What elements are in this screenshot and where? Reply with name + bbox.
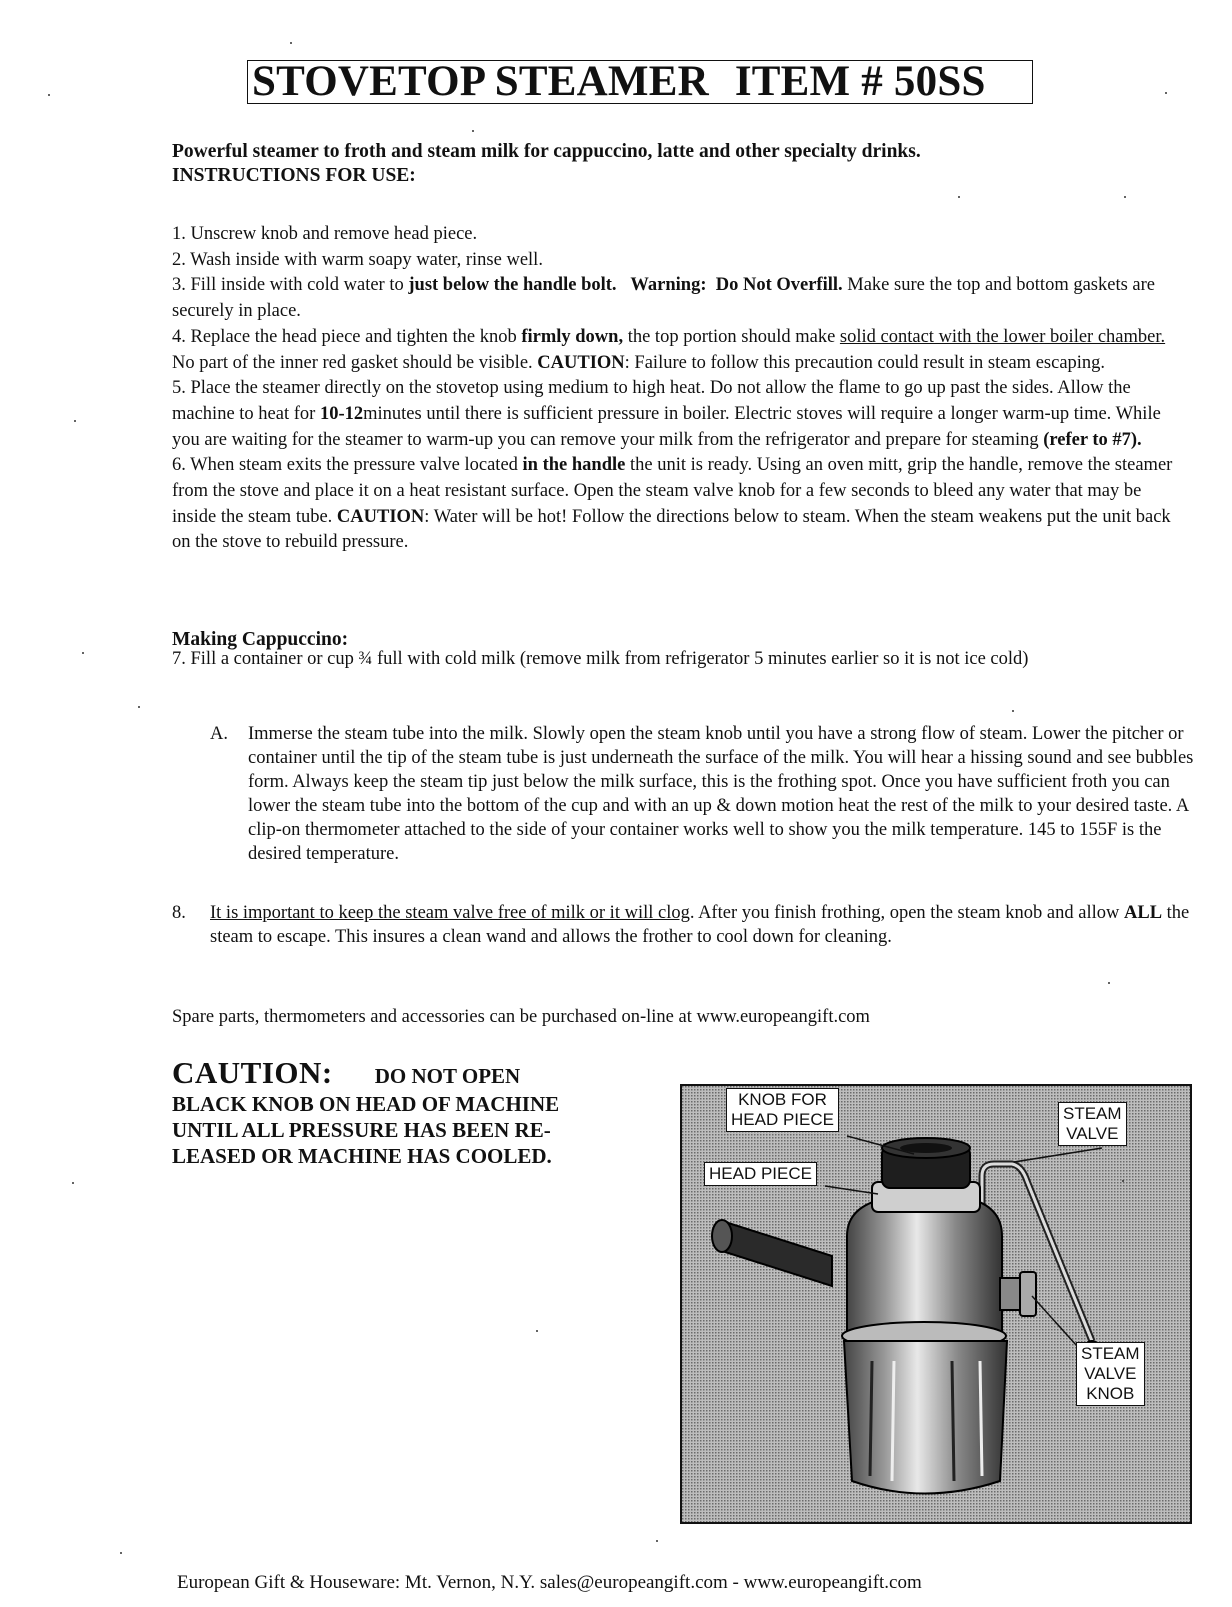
step-8-text: It is important to keep the steam valve free of milk or it will clog. After you finish frothing, open the steam knob and allow ALL the steam to escape. This insures a clean wand and allows the frother to cool down for cleaning.: [210, 903, 1190, 947]
steamer-diagram: [680, 1084, 1192, 1524]
step-8-label: 8.: [172, 903, 186, 923]
upper-chamber-shape: [847, 1198, 1002, 1336]
caution-warning: CAUTION: DO NOT OPEN BLACK KNOB ON HEAD OF MACHINE UNTIL ALL PRESSURE HAS BEEN RE- LEASED OR MACHINE HAS COOLED.: [172, 1055, 642, 1169]
caution-line-4: LEASED OR MACHINE HAS COOLED.: [172, 1144, 552, 1168]
scan-speck: [48, 94, 50, 96]
valve-knob-shape: [1000, 1272, 1036, 1316]
caution-word: CAUTION: [172, 1055, 322, 1090]
scan-speck: [82, 652, 84, 654]
scan-speck: [536, 1330, 538, 1332]
document-title: [247, 60, 1033, 104]
instruction-steps: [172, 222, 1182, 556]
step-7: 7. Fill a container or cup ¾ full with cold milk (remove milk from refrigerator 5 minutes earlier so it is not ice cold): [172, 649, 1029, 669]
step-1: 1. Unscrew knob and remove head piece.: [172, 224, 478, 244]
step-7a-text: Immerse the steam tube into the milk. Slowly open the steam knob until you have a strong flow of steam. Lower the pitcher or container until the tip of the steam tube is just underneath the surface of the milk. You will hear a hissing sound and see bubbles form. Always keep the steam tip just below the milk surface, this is the frothing spot. Once you have sufficient froth you can lower the steam tube into the bottom of the cup and with an up & down motion heat the rest of the milk to your desired taste. A clip-on thermometer attached to the side of your container works well to show you the milk temperature. 145 to 155F is the desired temperature.: [248, 724, 1194, 864]
instructions-heading: INSTRUCTIONS FOR USE:: [172, 165, 416, 186]
callout-steam-valve-knob: STEAM VALVE KNOB: [1076, 1342, 1145, 1406]
title-product: STOVETOP STEAMER: [252, 58, 709, 105]
scan-speck: [1012, 710, 1014, 712]
spare-parts-note: Spare parts, thermometers and accessories can be purchased on-line at www.europeangift.com: [172, 1007, 870, 1027]
step-5: 5. Place the steamer directly on the stovetop using medium to high heat. Do not allow the flame to go up past the sides. Allow the machine to heat for 10-12minutes until there is sufficient pressure in boiler. Electric stoves will require a longer warm-up time. While you are waiting for the steamer to warm-up you can remove your milk from the refrigerator and prepare for steaming (refer to #7).: [172, 378, 1161, 450]
step-6: 6. When steam exits the pressure valve located in the handle the unit is ready. Using an oven mitt, grip the handle, remove the steamer from the stove and place it on a heat resistant surface. Open the steam valve knob for a few seconds to bleed any water that may be inside the steam tube. CAUTION: Water will be hot! Follow the directions below to steam. When the steam weakens put the unit back on the stove to rebuild pressure.: [172, 455, 1173, 553]
scan-speck: [1108, 982, 1110, 984]
title-item-number: ITEM # 50SS: [734, 58, 986, 105]
step-7a-label: A.: [210, 724, 228, 744]
scan-speck: [472, 130, 474, 132]
callout-knob-for-head-piece: KNOB FOR HEAD PIECE: [726, 1088, 839, 1132]
step-2: 2. Wash inside with warm soapy water, rinse well.: [172, 249, 543, 270]
steamer-illustration: [682, 1086, 1192, 1524]
caution-line-1: DO NOT OPEN: [374, 1064, 521, 1088]
step-7a: [210, 722, 1195, 866]
step-8: [172, 901, 1192, 949]
caution-line-3: UNTIL ALL PRESSURE HAS BEEN RE-: [172, 1118, 551, 1142]
lower-chamber-shape: [844, 1341, 1007, 1494]
scan-speck: [1165, 92, 1167, 94]
company-footer: European Gift & Houseware: Mt. Vernon, N.Y. sales@europeangift.com - www.europeangift.com: [177, 1572, 922, 1593]
scan-speck: [72, 1182, 74, 1184]
scan-speck: [138, 706, 140, 708]
scan-speck: [290, 42, 292, 44]
scan-speck: [1122, 1180, 1124, 1182]
scan-speck: [1124, 196, 1126, 198]
scan-speck: [656, 1540, 658, 1542]
scan-speck: [74, 420, 76, 422]
callout-head-piece: HEAD PIECE: [704, 1162, 817, 1186]
scan-speck: [120, 1552, 122, 1554]
product-description: Powerful steamer to froth and steam milk for cappuccino, latte and other specialty drinks.: [172, 141, 921, 162]
scan-speck: [958, 196, 960, 198]
step-3: 3. Fill inside with cold water to just below the handle bolt. Warning: Do Not Overfill. Make sure the top and bottom gaskets are securely in place.: [172, 275, 1155, 322]
step-4: 4. Replace the head piece and tighten the knob firmly down, the top portion should make solid contact with the lower boiler chamber. No part of the inner red gasket should be visible. CAUTION: Failure to follow this precaution could result in steam escaping.: [172, 326, 1166, 373]
callout-steam-valve: STEAM VALVE: [1058, 1102, 1127, 1146]
intro: [172, 140, 1182, 188]
making-cappuccino-heading: Making Cappuccino:: [172, 629, 349, 650]
knob-shape: [882, 1138, 970, 1188]
caution-line-2: BLACK KNOB ON HEAD OF MACHINE: [172, 1092, 560, 1116]
